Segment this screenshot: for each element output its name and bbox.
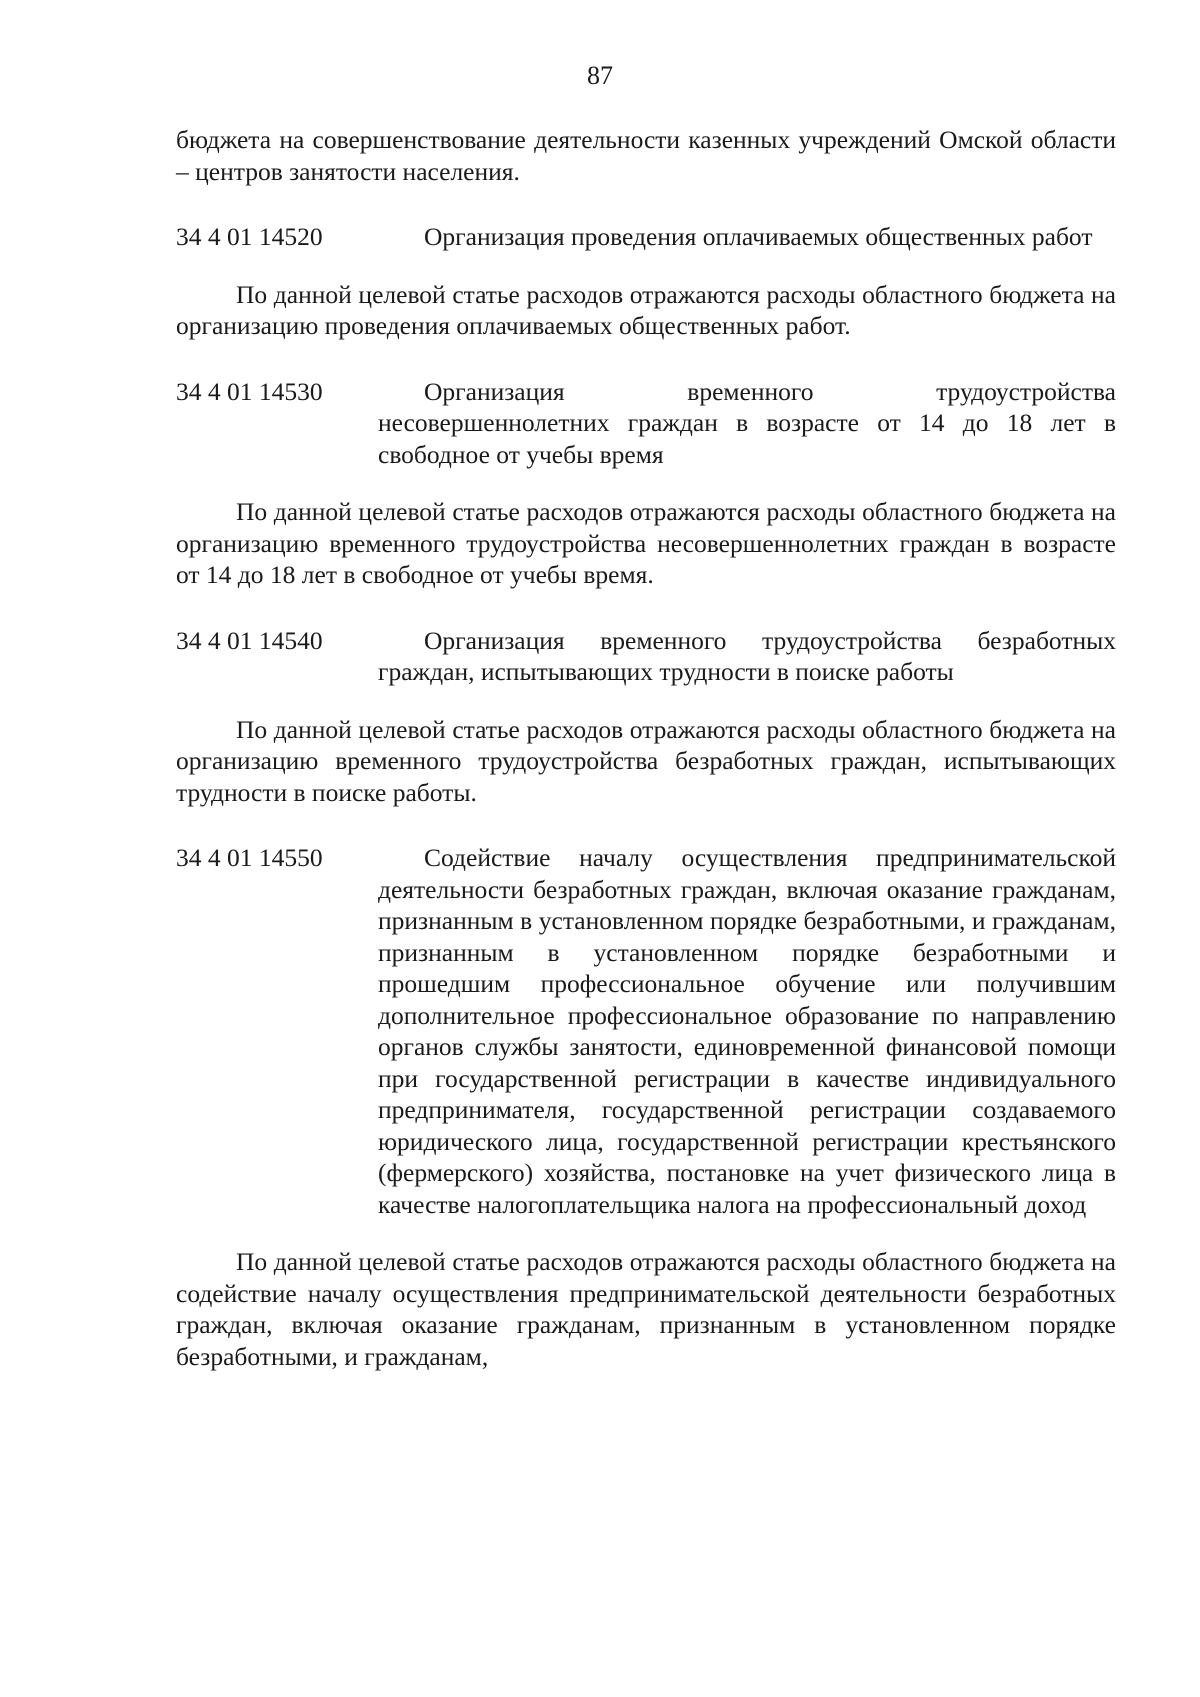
budget-item <box>176 842 1116 1220</box>
item-description: По данной целевой статье расходов отражаются расходы областного бюджета на организацию временного трудоустройства несовершеннолетних граждан в возрасте от 14 до 18 лет в свободное от учебы время. <box>176 497 1116 589</box>
document-body <box>176 124 1116 1372</box>
continuation-paragraph: бюджета на совершенствование деятельности казенных учреждений Омской области – центров занятости населения. <box>176 125 1116 186</box>
budget-item <box>176 221 1116 253</box>
item-description: По данной целевой статье расходов отражаются расходы областного бюджета на организацию временного трудоустройства безработных граждан, испытывающих трудности в поиске работы. <box>176 714 1116 807</box>
item-code: 34 4 01 14530 <box>176 376 323 406</box>
item-code: 34 4 01 14550 <box>176 843 323 872</box>
budget-item <box>176 625 1116 688</box>
item-description: По данной целевой статье расходов отражаются расходы областного бюджета на организацию проведения оплачиваемых общественных работ. <box>176 279 1116 340</box>
item-title: Организация временного трудоустройства безработных граждан, испытывающих трудности в поиске работы <box>378 625 1116 686</box>
page-number: 87 <box>587 61 613 90</box>
item-title: Организация проведения оплачиваемых общественных работ <box>424 222 1093 251</box>
item-description: По данной целевой статье расходов отражаются расходы областного бюджета на содействие началу осуществления предпринимательской деятельности безработных граждан, включая оказание гражданам, признанным в установленном порядке безработными, и гражданам, <box>176 1247 1116 1371</box>
item-code: 34 4 01 14540 <box>176 625 323 655</box>
budget-item <box>176 376 1116 471</box>
item-title: Организация временного трудоустройства несовершеннолетних граждан в возрасте от 14 до 18 лет в свободное от учебы время <box>378 376 1116 469</box>
item-title: Содействие началу осуществления предпринимательской деятельности безработных граждан, включая оказание гражданам, признанным в установленном порядке безработными, и гражданам, признанным в установленном порядке безработными и прошедшим профессиональное обучение или получившим дополнительное профессиональное образование по направлению органов службы занятости, единовременной финансовой помощи при государственной регистрации в качестве индивидуального предпринимателя, государственной регистрации создаваемого юридического лица, государственной регистрации крестьянского (фермерского) хозяйства, постановке на учет физического лица в качестве налогоплательщика налога на профессиональный доход <box>378 843 1116 1219</box>
item-code: 34 4 01 14520 <box>176 222 323 251</box>
